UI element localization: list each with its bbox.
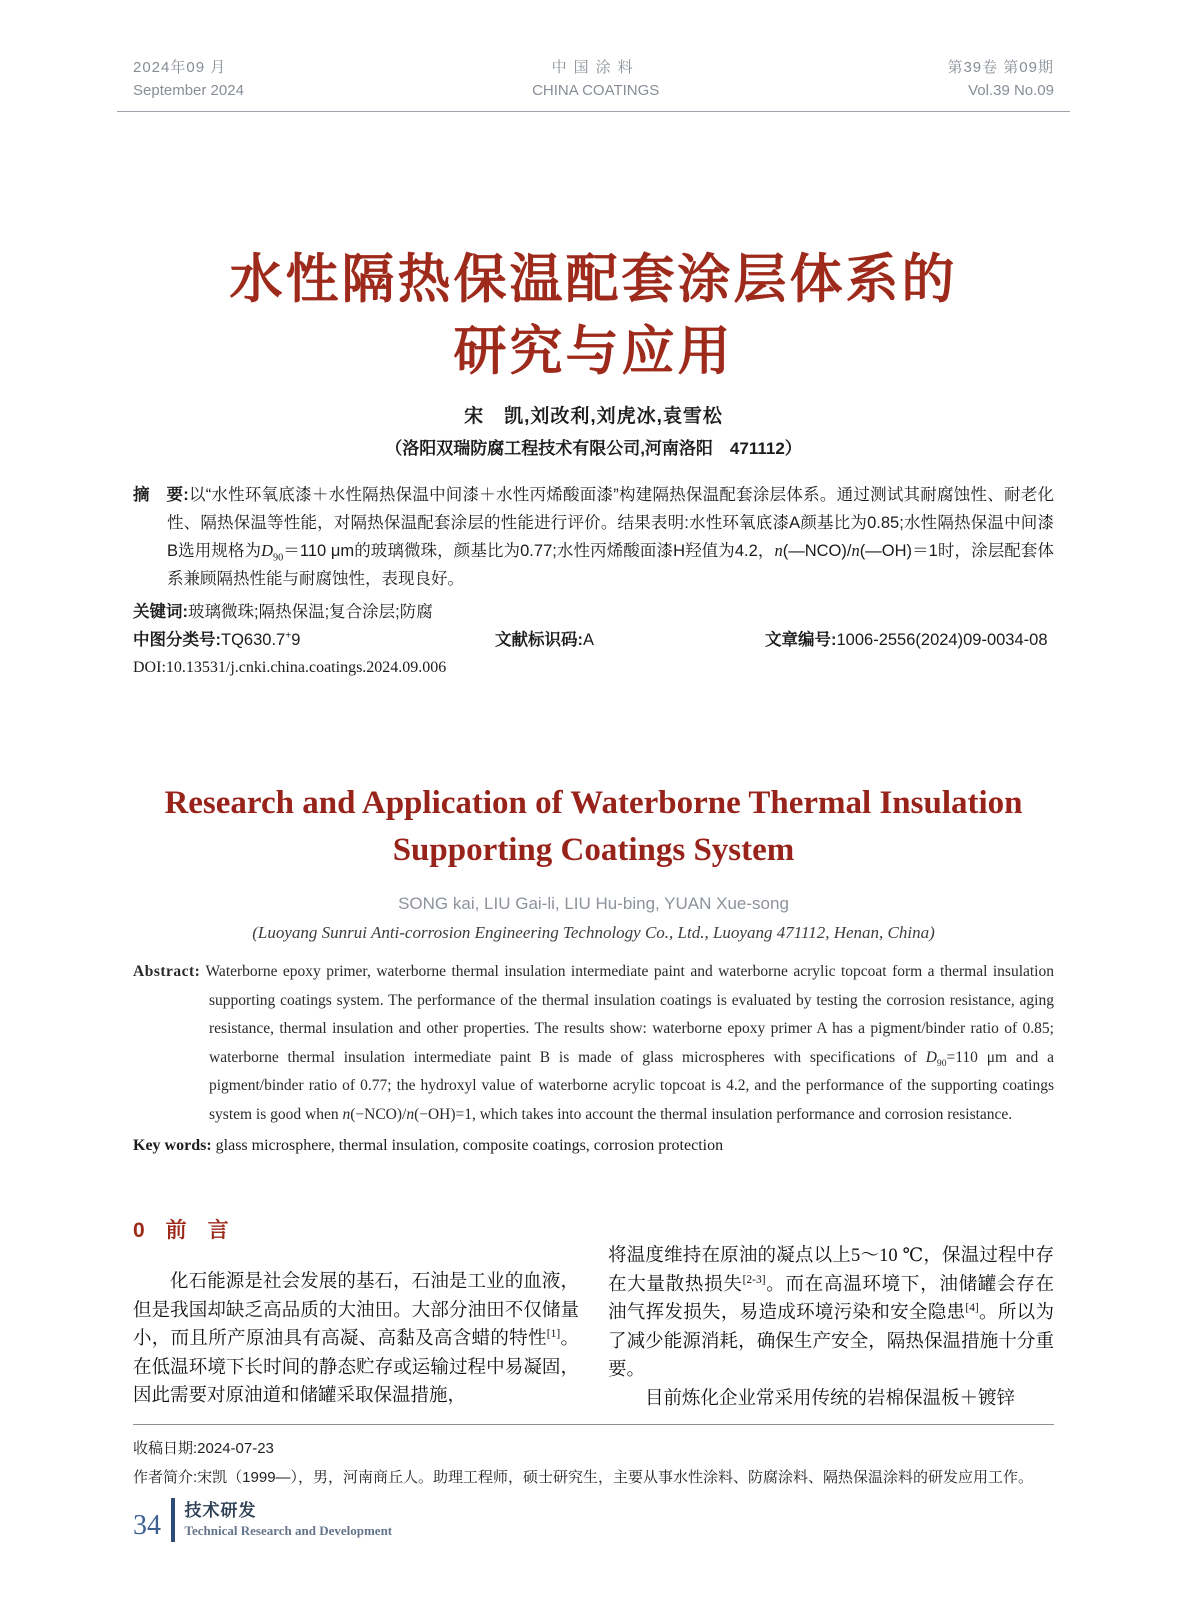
header-journal-name-cn: 中国涂料 bbox=[551, 59, 640, 76]
document-code-label: 文献标识码: bbox=[495, 631, 583, 649]
body-paragraph-left: 化石能源是社会发展的基石，石油是工业的血液，但是我国却缺乏高品质的大油田。大部分油田不仅储量小，而且所产原油具有高凝、高黏及高含蜡的特性[1]。在低温环境下长时间的静态贮存或运输过程中易凝固，因此需要对原油道和储罐采取保温措施， bbox=[133, 1272, 579, 1406]
doi: DOI:10.13531/j.cnki.china.coatings.2024.09.006 bbox=[133, 659, 447, 676]
abstract-en-text: Waterborne epoxy primer, waterborne thermal insulation intermediate paint and waterborne acrylic topcoat form a thermal insulation supporting coatings system. The performance of the thermal insulation coatings is evaluated by testing the corrosion resistance, aging resistance, thermal insulation and other properties. The results show: waterborne epoxy primer A has a pigment/binder ratio of 0.85; waterborne thermal insulation intermediate paint B is made of glass microspheres with specifications of $D_{90}=110$ μm and a pigment/binder ratio of 0.77; the hydroxyl value of waterborne acrylic topcoat is 4.2, and the performance of the supporting coatings system is good when n(−NCO)/n(−OH)=1, which takes into account the thermal insulation performance and corrosion resistance. bbox=[205, 963, 1055, 1123]
abstract-cn bbox=[133, 482, 1054, 593]
keywords-cn-text: 玻璃微珠;隔热保温;复合涂层;防腐 bbox=[188, 603, 433, 621]
author-bio: 作者简介:宋凯（1999—），男，河南商丘人。助理工程师，硕士研究生，主要从事水性涂料、防腐涂料、隔热保温涂料的研发应用工作。 bbox=[133, 1469, 1034, 1486]
article-number bbox=[765, 628, 1054, 652]
body-column-right bbox=[608, 1216, 1054, 1413]
abstract-en bbox=[133, 958, 1054, 1129]
footer-column-name-en: Technical Research and Development bbox=[184, 1523, 393, 1538]
clc-label: 中图分类号: bbox=[133, 631, 221, 649]
meta-row bbox=[133, 628, 1054, 652]
footer-column-block bbox=[185, 1500, 393, 1540]
footnote-section bbox=[133, 1424, 1054, 1492]
english-head-section bbox=[133, 780, 1054, 1159]
article-number-value: 1006-2556(2024)09-0034-08 bbox=[836, 631, 1048, 649]
keywords-en-label: Key words: bbox=[133, 1137, 212, 1154]
abstract-cn-text: 以“水性环氧底漆＋水性隔热保温中间漆＋水性丙烯酸面漆”构建隔热保温配套涂层体系。通过测试其耐腐蚀性、耐老化性、隔热保温等性能，对隔热保温配套涂层的性能进行评价。结果表明:水性环氧底漆A颜基比为0.85;水性隔热保温中间漆B选用规格为$D_{90}=110$ μm的玻璃微珠，颜基比为0.77;水性丙烯酸面漆H羟值为4.2，n(—NCO)/n(—OH)＝1时，涂层配套体系兼顾隔热性能与耐腐蚀性，表现良好。 bbox=[167, 486, 1054, 588]
header-journal-block bbox=[532, 56, 659, 102]
page-number: 34 bbox=[133, 1510, 161, 1541]
header-date-block bbox=[133, 56, 244, 102]
article-title-en-line-2: Supporting Coatings System bbox=[392, 832, 795, 868]
affiliation-cn: （洛阳双瑞防腐工程技术有限公司,河南洛阳 471112） bbox=[385, 439, 802, 458]
keywords-cn bbox=[133, 599, 1054, 626]
page-footer bbox=[133, 1498, 392, 1542]
footer-divider-bar bbox=[171, 1498, 175, 1542]
body-paragraph-right-2: 目前炼化企业常采用传统的岩棉保温板＋镀锌 bbox=[645, 1388, 1016, 1409]
authors-en: SONG kai, LIU Gai-li, LIU Hu-bing, YUAN Xue-song bbox=[398, 894, 789, 913]
header-date-cn: 2024年09 月 bbox=[133, 59, 227, 76]
affiliation-en: (Luoyang Sunrui Anti-corrosion Engineering Technology Co., Ltd., Luoyang 471112, Henan, China) bbox=[252, 923, 935, 942]
article-title-en-line-1: Research and Application of Waterborne Thermal Insulation bbox=[164, 785, 1023, 821]
body-column-left bbox=[133, 1216, 579, 1413]
header-issue-en: Vol.39 No.09 bbox=[968, 82, 1054, 99]
keywords-en-text: glass microsphere, thermal insulation, composite coatings, corrosion protection bbox=[215, 1137, 724, 1154]
body-paragraph-right-1: 将温度维持在原油的凝点以上5～10 ℃，保温过程中存在大量散热损失[2-3]。而在高温环境下，油储罐会存在油气挥发损失，易造成环境污染和安全隐患[4]。所以为了减少能源消耗，确保生产安全，隔热保温措施十分重要。 bbox=[608, 1246, 1054, 1380]
article-title-cn bbox=[133, 244, 1054, 388]
authors-cn: 宋 凯,刘改利,刘虎冰,袁雪松 bbox=[464, 406, 723, 427]
article-number-label: 文章编号: bbox=[765, 631, 837, 649]
keywords-en bbox=[133, 1133, 1054, 1159]
section-heading-intro: 0 前 言 bbox=[133, 1219, 229, 1242]
abstract-en-label: Abstract: bbox=[133, 963, 201, 980]
article-title-en bbox=[133, 780, 1054, 874]
chinese-head-section bbox=[133, 244, 1054, 679]
header-date-en: September 2024 bbox=[133, 82, 244, 99]
header-journal-name-en: CHINA COATINGS bbox=[532, 82, 660, 99]
document-code bbox=[495, 628, 765, 652]
article-title-cn-line-1: 水性隔热保温配套涂层体系的 bbox=[229, 250, 958, 309]
keywords-cn-label: 关键词: bbox=[133, 603, 188, 621]
journal-header bbox=[117, 56, 1070, 112]
body-columns bbox=[133, 1216, 1054, 1413]
clc-value: TQ630.7+9 bbox=[221, 630, 301, 649]
header-issue-cn: 第39卷 第09期 bbox=[947, 59, 1054, 76]
footer-column-name-cn: 技术研发 bbox=[184, 1501, 257, 1520]
document-code-value: A bbox=[583, 631, 595, 649]
received-date: 收稿日期:2024-07-23 bbox=[133, 1440, 274, 1457]
abstract-cn-label: 摘 要: bbox=[133, 486, 189, 504]
clc-number bbox=[133, 628, 495, 652]
article-title-cn-line-2: 研究与应用 bbox=[453, 322, 734, 381]
header-issue-block bbox=[947, 56, 1054, 102]
